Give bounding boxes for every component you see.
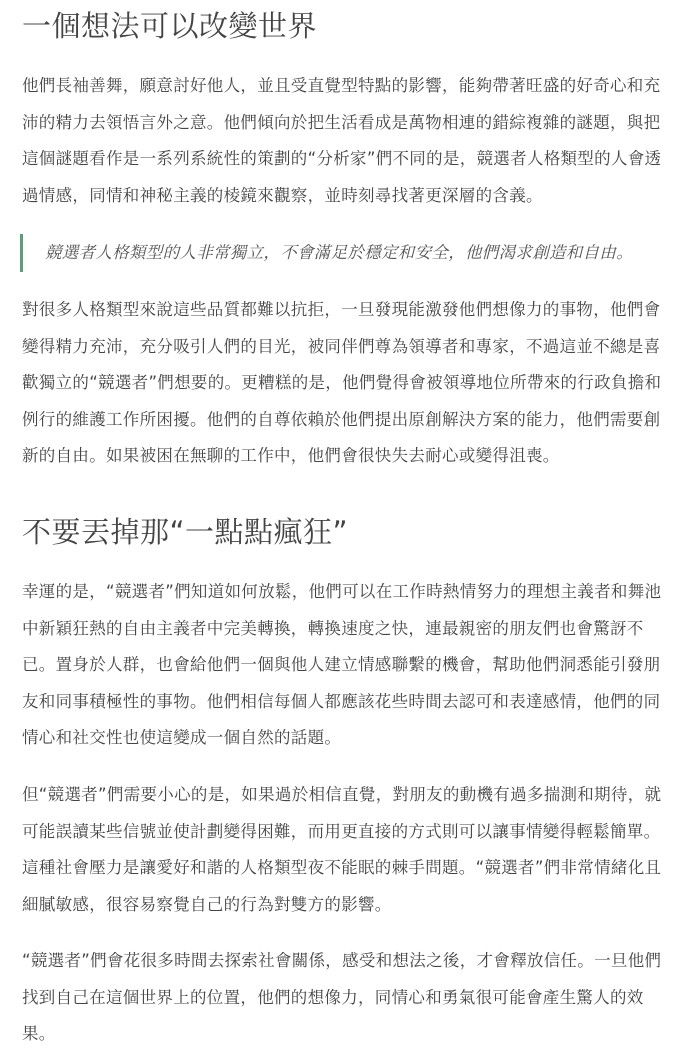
paragraph-text: 幸運的是，“競選者”們知道如何放鬆，他們可以在工作時熱情努力的理想主義者和舞池中新穎狂熱的自由主義者中完美轉換，轉換速度之快，連最親密的朋友們也會驚訝不已。置身於人群，也會給他們一個與他人建立情感聯繫的機會，幫助他們洞悉能引發朋友和同事積極性的事物。他們相信每個人都應該花些時間去認可和表達感情，他們的同情心和社交性也使這變成一個自然的話題。 bbox=[22, 582, 662, 747]
paragraph-text: 對很多人格類型來說這些品質都難以抗拒，一旦發現能激發他們想像力的事物，他們會變得精力充沛，充分吸引人們的目光，被同伴們尊為領導者和專家，不過這並不總是喜歡獨立的“競選者”們想要的。更糟糕的是，他們覺得會被領導地位所帶來的行政負擔和例行的維護工作所困擾。他們的自尊依賴於他們提出原創解決方案的能力，他們需要創新的自由。如果被困在無聊的工作中，他們會很快失去耐心或變得沮喪。 bbox=[22, 300, 662, 465]
paragraph-text: “競選者”們會花很多時間去探索社會關係，感受和想法之後，才會釋放信任。一旦他們找到自己在這個世界上的位置，他們的想像力，同情心和勇氣很可能會產生驚人的效果。 bbox=[22, 951, 662, 1043]
article-paragraph bbox=[22, 943, 670, 1053]
section-title: 一個想法可以改變世界 bbox=[22, 9, 318, 43]
quote-text: 競選者人格類型的人非常獨立，不會滿足於穩定和安全，他們渴求創造和自由。 bbox=[45, 243, 633, 262]
blockquote bbox=[20, 234, 670, 272]
article-paragraph bbox=[22, 292, 670, 475]
section-title: 不要丟掉那“一點點瘋狂” bbox=[22, 515, 349, 549]
paragraph-text: 但“競選者”們需要小心的是，如果過於相信直覺，對朋友的動機有過多揣測和期待，就可能誤讀某些信號並使計劃變得困難，而用更直接的方式則可以讓事情變得輕鬆簡單。這種社會壓力是讓愛好和諧的人格類型夜不能眠的棘手問題。“競選者”們非常情緒化且細膩敏感，很容易察覺自己的行為對雙方的影響。 bbox=[22, 785, 662, 914]
article-paragraph bbox=[22, 777, 670, 923]
article-paragraph bbox=[22, 68, 670, 214]
article-paragraph bbox=[22, 574, 670, 757]
paragraph-text: 他們長袖善舞，願意討好他人，並且受直覺型特點的影響，能夠帶著旺盛的好奇心和充沛的精力去領悟言外之意。他們傾向於把生活看成是萬物相連的錯綜複雜的謎題，與把這個謎題看作是一系列系統性的策劃的“分析家”們不同的是，競選者人格類型的人會透過情感，同情和神秘主義的棱鏡來觀察，並時刻尋找著更深層的含義。 bbox=[22, 76, 662, 205]
